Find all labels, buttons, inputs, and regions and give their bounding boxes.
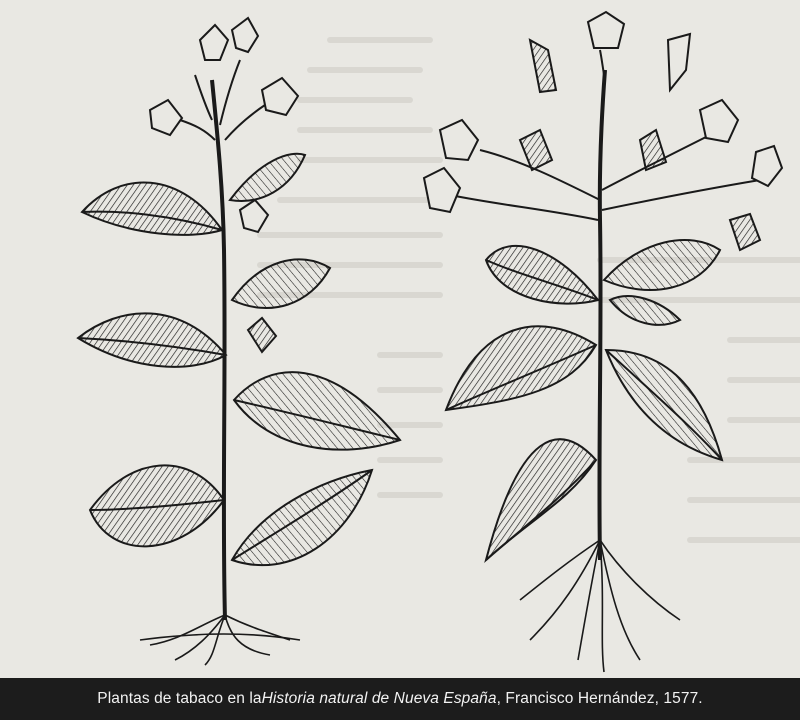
caption-prefix: Plantas de tabaco en la [97,690,262,707]
caption-bar [0,678,800,720]
roots-left [140,615,300,665]
caption-book-title: Historia natural de Nueva España [261,690,497,707]
tobacco-plant-left [78,18,400,665]
caption-suffix: , Francisco Hernández, 1577. [496,690,703,707]
